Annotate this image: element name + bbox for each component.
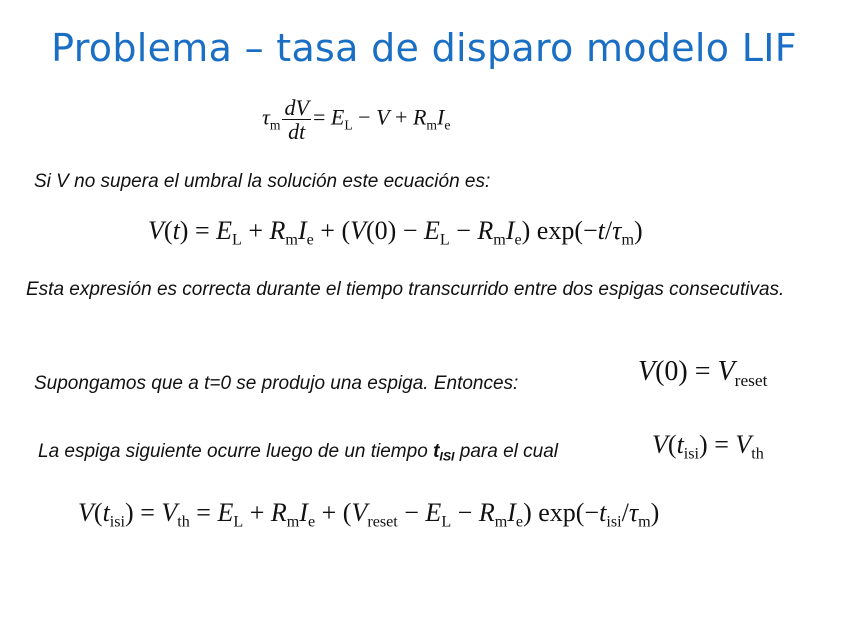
t-isi-label [433, 441, 454, 462]
lif-equation: $\tau_m$ $\frac{dV}{dt}$ = $E_L - V + R_mI_e$ [262, 95, 451, 145]
text-spike-at-zero: Supongamos que a t=0 se produjo una espiga. Entonces: [34, 373, 519, 394]
threshold-equation: $V(t_{isi}) = V_{th}$ [652, 430, 764, 463]
reset-equation: $V(0) = V_{reset}$ [638, 356, 768, 391]
text-subthreshold: Si V no supera el umbral la solución este ecuación es: [34, 171, 491, 192]
text-next-spike [38, 440, 558, 465]
text-next-spike-before: La espiga siguiente ocurre luego de un tiempo [38, 441, 434, 462]
t-isi-letter: t [433, 441, 440, 462]
final-equation: $V(t_{isi}) = V_{th} = E_L + R_mI_e + (V_{reset} - E_L - R_mI_e)$ $\exp(-t_{isi}/\tau_m)$ [78, 498, 660, 531]
text-validity: Esta expresión es correcta durante el tiempo transcurrido entre dos espigas consecutivas. [26, 279, 785, 300]
t-isi-subscript: ISI [439, 449, 455, 464]
slide-title: Problema – tasa de disparo modelo LIF [51, 26, 797, 70]
text-next-spike-after: para el cual [454, 441, 558, 462]
solution-equation: $V(t) = E_L + R_mI_e + (V(0) - E_L - R_mI_e)$ $\exp(-t/\tau_m)$ [148, 216, 643, 249]
